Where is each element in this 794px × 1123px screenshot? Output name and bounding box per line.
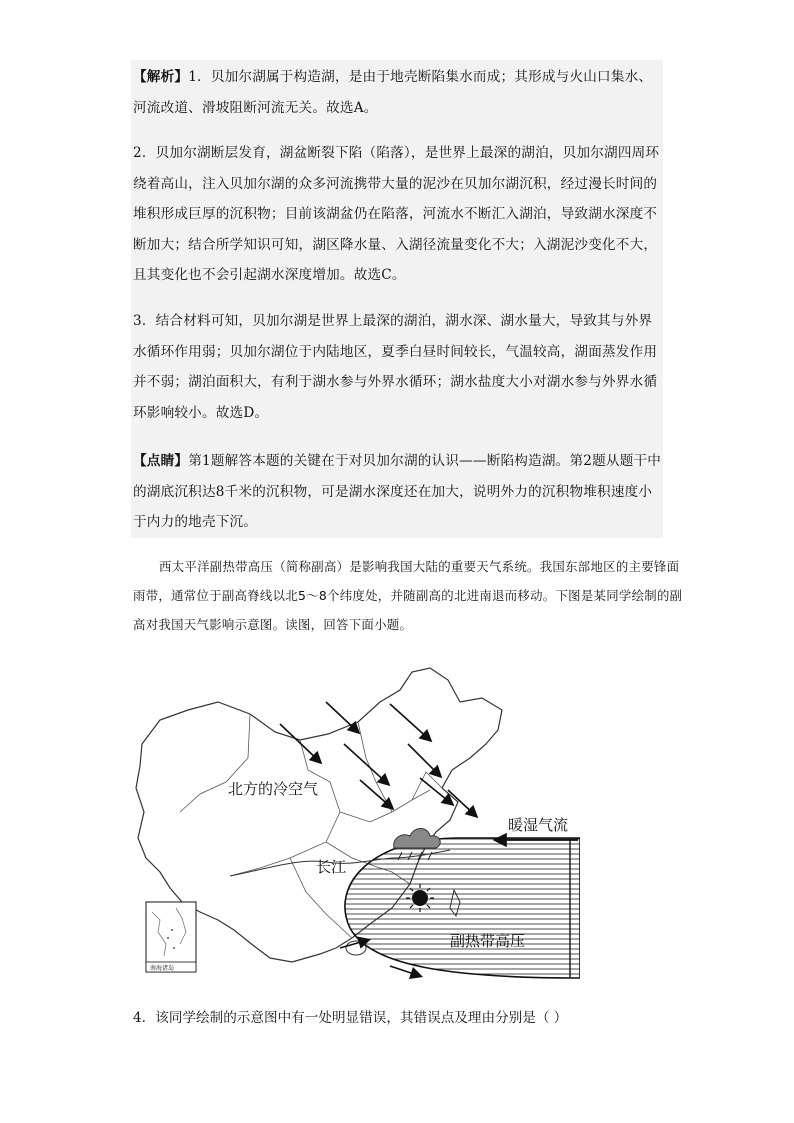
analysis-text-1: 1．贝加尔湖属于构造湖，是由于地壳断陷集水而成；其形成与火山口集水、河流改道、滑坡阻断河流无关。故选A。 bbox=[133, 69, 653, 116]
analysis-paragraph-1 bbox=[133, 62, 663, 123]
south-china-sea-inset bbox=[146, 902, 196, 972]
tip-tag: 【点睛】 bbox=[133, 453, 189, 469]
label-yangtze: 长江 bbox=[316, 858, 347, 876]
tip-paragraph bbox=[133, 446, 663, 538]
analysis-paragraph-2: 2．贝加尔湖断层发育，湖盆断裂下陷（陷落），是世界上最深的湖泊，贝加尔湖四周环绕着高山，注入贝加尔湖的众多河流携带大量的泥沙在贝加尔湖沉积，经过漫长时间的堆积形成巨厚的沉积物；目前该湖盆仍在陷落，河流水不断汇入湖泊，导致湖水深度不断加大；结合所学知识可知，湖区降水量、入湖径流量变化不大；入湖泥沙变化不大，且其变化也不会引起湖水深度增加。故选C。 bbox=[133, 145, 660, 283]
intro-text: 西太平洋副热带高压（简称副高）是影响我国大陆的重要天气系统。我国东部地区的主要锋面雨带，通常位于副高脊线以北5～8个纬度处，并随副高的北进南退而移动。下图是某同学绘制的副高对我国天气影响示意图。读图，回答下面小题。 bbox=[133, 559, 683, 632]
label-subtropical-high: 副热带高压 bbox=[450, 932, 526, 950]
analysis-paragraph-3: 3．结合材料可知，贝加尔湖是世界上最深的湖泊，湖水深、湖水量大，导致其与外界水循环作用弱；贝加尔湖位于内陆地区，夏季白昼时间较长，气温较高，湖面蒸发作用并不弱；湖泊面积大，有利于湖水参与外界水循环；湖水盐度大小对湖水参与外界水循环影响较小。故选D。 bbox=[133, 313, 658, 421]
label-warm-humid-flow: 暖湿气流 bbox=[508, 816, 569, 834]
question-4: 4．该同学绘制的示意图中有一处明显错误，其错误点及理由分别是（ ） bbox=[133, 1010, 568, 1026]
analysis-tag: 【解析】 bbox=[133, 69, 189, 85]
label-north-cold-air: 北方的冷空气 bbox=[228, 780, 319, 798]
inset-label: 南海诸岛 bbox=[150, 965, 175, 972]
question-intro bbox=[133, 552, 685, 639]
subtropical-high-map bbox=[130, 662, 580, 992]
tip-text: 第1题解答本题的关键在于对贝加尔湖的认识——断陷构造湖。第2题从题干中的湖底沉积达8千米的沉积物，可是湖水深度还在加大，说明外力的沉积物堆积速度小于内力的地壳下沉。 bbox=[133, 453, 662, 530]
